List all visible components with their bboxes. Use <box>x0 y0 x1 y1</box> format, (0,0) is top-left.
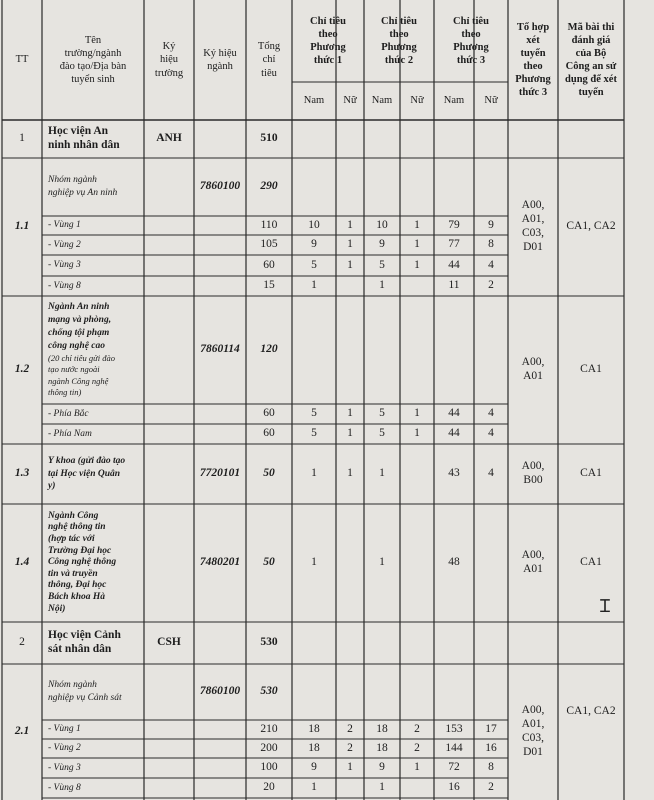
region-m3-female: 16 <box>485 741 497 754</box>
region-m2-female: 1 <box>414 238 420 251</box>
region-m1-male: 5 <box>311 258 317 271</box>
row-1-2-major-code: 7860114 <box>200 343 240 356</box>
row-1-4-m3-male: 48 <box>448 556 460 569</box>
region-total: 60 <box>263 258 275 271</box>
row-1-3-m3-male: 43 <box>448 467 460 480</box>
region-total: 210 <box>260 722 278 735</box>
region-m1-female <box>336 276 364 296</box>
region-m2-male: 18 <box>376 741 388 754</box>
row-1-2-combination: A00, A01 <box>521 356 545 382</box>
row-1-3-combination: A00, B00 <box>521 460 545 486</box>
row-1-3-total: 50 <box>263 467 275 480</box>
region-m3-male: 16 <box>448 781 460 794</box>
row-2-1-exam-code: CA1, CA2 <box>566 705 616 718</box>
header-method-3: Chỉ tiêu theo Phương thức 3 <box>453 15 489 67</box>
region-m3-female: 4 <box>488 258 494 271</box>
region-name: - Phía Nam <box>48 428 92 439</box>
region-m1-female: 1 <box>347 218 353 231</box>
row-1-1-major-code: 7860100 <box>199 180 241 193</box>
region-m2-male: 9 <box>379 238 385 251</box>
region-total: 110 <box>260 218 278 231</box>
row-1-3-m2-male: 1 <box>379 467 385 480</box>
region-m1-female <box>336 778 364 798</box>
header-m1-female: Nữ <box>343 95 357 107</box>
header-m1-male: Nam <box>303 95 325 107</box>
row-1-3-m1-male: 1 <box>311 467 317 480</box>
region-m3-female: 17 <box>485 722 497 735</box>
row-1-3-name: Y khoa (gửi đào tạo tại Học viện Quân y) <box>48 455 126 492</box>
region-m3-female: 8 <box>488 761 494 774</box>
row-1-2-total: 120 <box>260 343 278 356</box>
header-combination: Tổ hợp xét tuyển theo Phương thức 3 <box>515 21 551 99</box>
region-name: - Vùng 8 <box>48 280 81 291</box>
region-m2-female: 1 <box>414 218 420 231</box>
region-m3-female: 8 <box>488 238 494 251</box>
region-m2-male: 5 <box>379 258 385 271</box>
region-m2-female: 1 <box>414 407 420 420</box>
region-name: - Vùng 2 <box>48 743 81 754</box>
row-1-4-m2-male: 1 <box>379 556 385 569</box>
region-m2-female: 1 <box>414 761 420 774</box>
region-name: - Vùng 3 <box>48 762 81 773</box>
region-m1-male: 9 <box>311 761 317 774</box>
row-1-4-tt: 1.4 <box>14 556 30 569</box>
header-method-2: Chỉ tiêu theo Phương thức 2 <box>381 15 417 67</box>
region-m1-male: 18 <box>308 722 320 735</box>
row-1-3-exam-code: CA1 <box>580 467 602 480</box>
row-1-4-exam-code: CA1 <box>580 556 602 569</box>
region-m3-female: 4 <box>488 427 494 440</box>
region-m3-male: 77 <box>448 238 460 251</box>
row-2-tt: 2 <box>19 636 25 649</box>
region-m2-male: 5 <box>379 407 385 420</box>
row-1-3-major-code: 7720101 <box>199 467 241 480</box>
region-m3-male: 79 <box>448 218 460 231</box>
region-m2-female <box>400 778 434 798</box>
region-name: - Vùng 1 <box>48 220 81 231</box>
region-name: - Phía Bắc <box>48 408 89 419</box>
header-m3-female: Nữ <box>484 95 498 107</box>
region-total: 15 <box>263 279 275 292</box>
text-cursor-icon: Ɪ <box>600 596 611 617</box>
region-m2-male: 5 <box>379 427 385 440</box>
row-2-name: Học viện Cảnh sát nhân dân <box>48 629 121 655</box>
region-m3-male: 153 <box>445 722 463 735</box>
region-m1-female: 1 <box>347 407 353 420</box>
region-total: 20 <box>263 781 275 794</box>
row-2-total: 530 <box>260 636 278 649</box>
row-2-1-tt: 2.1 <box>14 725 30 738</box>
region-name: - Vùng 1 <box>48 724 81 735</box>
region-m2-male: 1 <box>379 781 385 794</box>
region-m2-male: 1 <box>379 279 385 292</box>
header-total: Tổng chỉ tiêu <box>257 41 281 79</box>
row-1-school-code: ANH <box>156 132 182 145</box>
header-m2-female: Nữ <box>410 95 424 107</box>
region-m3-male: 11 <box>448 279 460 292</box>
region-m2-female <box>400 276 434 296</box>
row-1-2-tt: 1.2 <box>14 363 30 376</box>
row-1-4-total: 50 <box>263 556 275 569</box>
region-m3-female: 4 <box>488 407 494 420</box>
region-m1-female: 1 <box>347 761 353 774</box>
region-m3-male: 44 <box>448 258 460 271</box>
region-total: 60 <box>263 427 275 440</box>
header-method-1: Chỉ tiêu theo Phương thức 1 <box>310 15 346 67</box>
region-total: 100 <box>260 761 278 774</box>
region-total: 105 <box>260 238 278 251</box>
row-2-1-name: Nhóm ngành nghiệp vụ Cảnh sát <box>48 680 122 703</box>
region-m3-male: 72 <box>448 761 460 774</box>
region-m2-female: 1 <box>414 258 420 271</box>
row-1-1-name: Nhóm ngành nghiệp vụ An ninh <box>48 175 118 198</box>
header-exam-code: Mã bài thi đánh giá của Bộ Công an sử dụng để xét tuyển <box>565 21 617 99</box>
region-name: - Vùng 2 <box>48 239 81 250</box>
region-m1-male: 5 <box>311 407 317 420</box>
region-m2-male: 10 <box>376 218 388 231</box>
row-2-school-code: CSH <box>157 636 181 649</box>
region-m1-male: 5 <box>311 427 317 440</box>
region-m1-female: 1 <box>347 238 353 251</box>
region-m3-male: 144 <box>445 741 463 754</box>
row-1-1-combination: A00, A01, C03, D01 <box>521 199 545 253</box>
region-m1-female: 1 <box>347 427 353 440</box>
row-2-1-major-code: 7860100 <box>199 685 241 698</box>
row-1-4-major-code: 7480201 <box>199 556 241 569</box>
row-1-2-name: Ngành An ninh mạng và phòng, chống tội phạm công nghệ cao <box>48 302 112 351</box>
region-m2-female: 2 <box>414 741 420 754</box>
row-1-total: 510 <box>260 132 278 145</box>
region-name: - Vùng 3 <box>48 260 81 271</box>
region-m1-male: 18 <box>308 741 320 754</box>
row-1-3-tt: 1.3 <box>14 467 30 480</box>
header-school-name: Tên trường/ngành đào tạo/Địa bàn tuyển sinh <box>59 34 127 86</box>
row-1-1-tt: 1.1 <box>14 220 30 233</box>
region-m2-male: 9 <box>379 761 385 774</box>
region-m1-male: 9 <box>311 238 317 251</box>
row-2-1-combination: A00, A01, C03, D01 <box>521 704 545 758</box>
region-m1-male: 1 <box>311 781 317 794</box>
row-2-1-total: 530 <box>260 685 278 698</box>
header-tt: TT <box>15 54 29 66</box>
row-1-2-exam-code: CA1 <box>580 363 602 376</box>
region-m3-male: 44 <box>448 427 460 440</box>
region-m1-male: 1 <box>311 279 317 292</box>
row-1-1-exam-code: CA1, CA2 <box>566 220 616 233</box>
row-1-1-total: 290 <box>260 180 278 193</box>
header-m2-male: Nam <box>371 95 393 107</box>
header-school-code: Ký hiệu trường <box>154 41 184 79</box>
row-1-3-m3-female: 4 <box>488 467 494 480</box>
row-1-name: Học viện An ninh nhân dân <box>48 125 120 151</box>
region-m2-female: 2 <box>414 722 420 735</box>
region-m3-female: 2 <box>488 781 494 794</box>
header-major-code: Ký hiệu ngành <box>203 47 237 72</box>
region-m1-male: 10 <box>308 218 320 231</box>
region-m1-female: 1 <box>347 258 353 271</box>
region-m3-male: 44 <box>448 407 460 420</box>
row-1-2-name-cell <box>42 296 144 404</box>
region-total: 200 <box>260 741 278 754</box>
region-total: 60 <box>263 407 275 420</box>
region-name: - Vùng 8 <box>48 782 81 793</box>
region-m2-male: 18 <box>376 722 388 735</box>
region-m2-female: 1 <box>414 427 420 440</box>
row-1-tt: 1 <box>19 132 25 145</box>
region-m3-female: 2 <box>488 279 494 292</box>
row-1-2-note: (20 chỉ tiêu gửi đào tạo nước ngoài ngành Công nghệ thông tin) <box>48 352 115 398</box>
row-1-3-m1-female: 1 <box>347 467 353 480</box>
region-m1-female: 2 <box>347 741 353 754</box>
row-1-4-name: Ngành Công nghệ thông tin (hợp tác với Trường Đại học Công nghệ thông tin và truyền thông, Đại học Bách khoa Hà Nội) <box>48 510 117 614</box>
header-m3-male: Nam <box>443 95 465 107</box>
region-m3-female: 9 <box>488 218 494 231</box>
row-1-4-m1-male: 1 <box>311 556 317 569</box>
region-m1-female: 2 <box>347 722 353 735</box>
row-1-4-combination: A00, A01 <box>521 549 545 575</box>
